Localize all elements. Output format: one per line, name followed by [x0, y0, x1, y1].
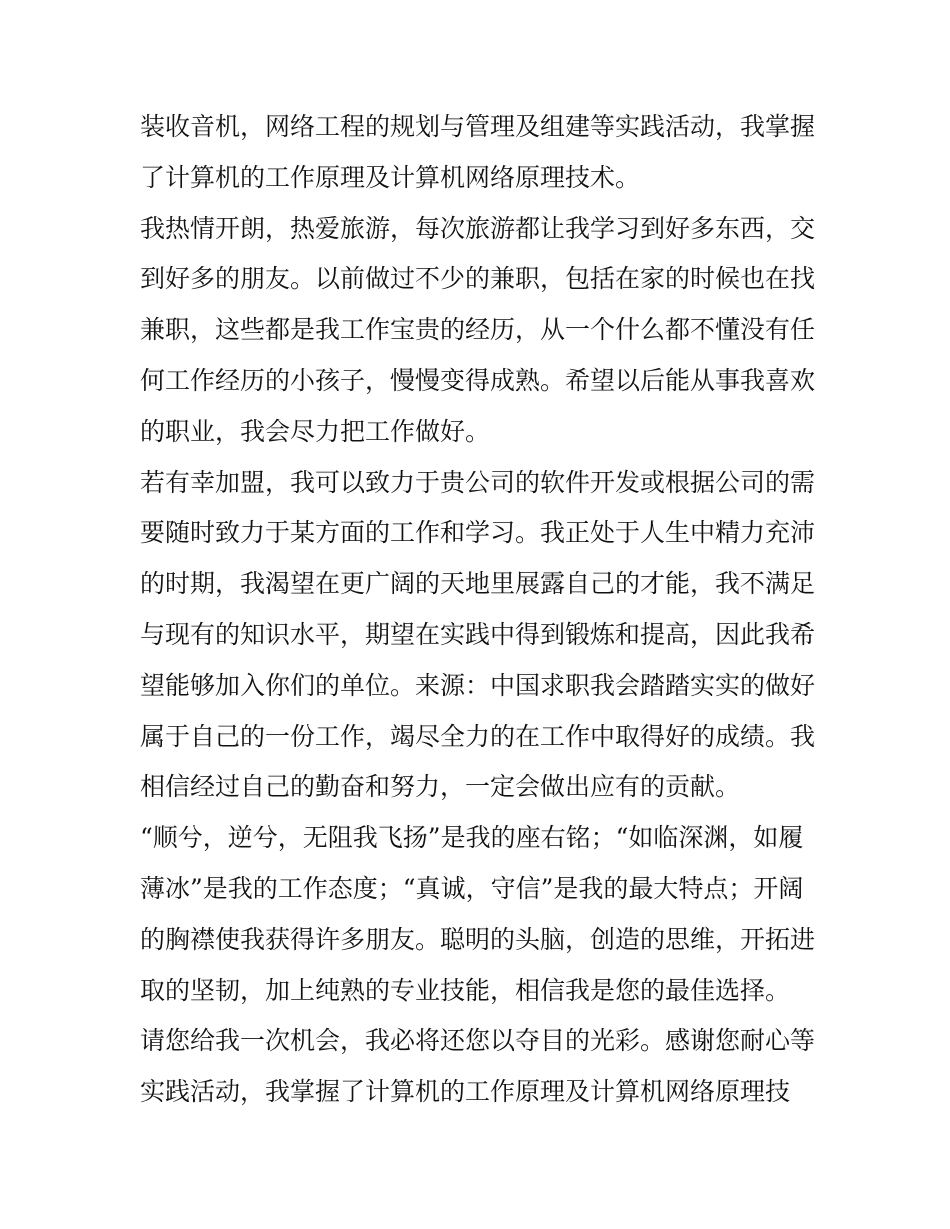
text-line: 何工作经历的小孩子，慢慢变得成熟。希望以后能从事我喜欢: [140, 365, 816, 395]
text-line: 要随时致力于某方面的工作和学习。我正处于人生中精力充沛: [140, 518, 816, 548]
text-line: 的职业，我会尽力把工作做好。: [140, 416, 491, 446]
text-line: 请您给我一次机会，我必将还您以夺目的光彩。感谢您耐心等: [140, 1026, 816, 1056]
text-line: 了计算机的工作原理及计算机网络原理技术。: [140, 162, 641, 192]
text-line: 属于自己的一份工作，竭尽全力的在工作中取得好的成绩。我: [140, 721, 816, 751]
text-line: 兼职，这些都是我工作宝贵的经历，从一个什么都不懂没有任: [140, 315, 816, 345]
text-line: 装收音机，网络工程的规划与管理及组建等实践活动，我掌握: [140, 112, 816, 141]
text-line: 薄冰”是我的工作态度；“真诚，守信”是我的最大特点；开阔: [140, 873, 804, 903]
text-line: 取的坚韧，加上纯熟的专业技能，相信我是您的最佳选择。: [140, 975, 791, 1005]
text-line: 实践活动，我掌握了计算机的工作原理及计算机网络原理技: [140, 1077, 791, 1107]
document-body: [140, 102, 820, 1118]
text-line: “顺兮，逆兮，无阻我飞扬”是我的座右铭；“如临深渊，如履: [140, 823, 804, 853]
text-line: 到好多的朋友。以前做过不少的兼职，包括在家的时候也在找: [140, 264, 816, 294]
text-line: 望能够加入你们的单位。来源：中国求职我会踏踏实实的做好: [140, 670, 816, 700]
text-line: 与现有的知识水平，期望在实践中得到锻炼和提高，因此我希: [140, 619, 816, 649]
text-line: 相信经过自己的勤奋和努力，一定会做出应有的贡献。: [140, 772, 741, 802]
text-line: 的胸襟使我获得许多朋友。聪明的头脑，创造的思维，开拓进: [140, 924, 816, 954]
text-line: 的时期，我渴望在更广阔的天地里展露自己的才能，我不满足: [140, 569, 816, 599]
text-line: 若有幸加盟，我可以致力于贵公司的软件开发或根据公司的需: [140, 467, 816, 497]
text-line: 我热情开朗，热爱旅游，每次旅游都让我学习到好多东西，交: [140, 213, 816, 243]
